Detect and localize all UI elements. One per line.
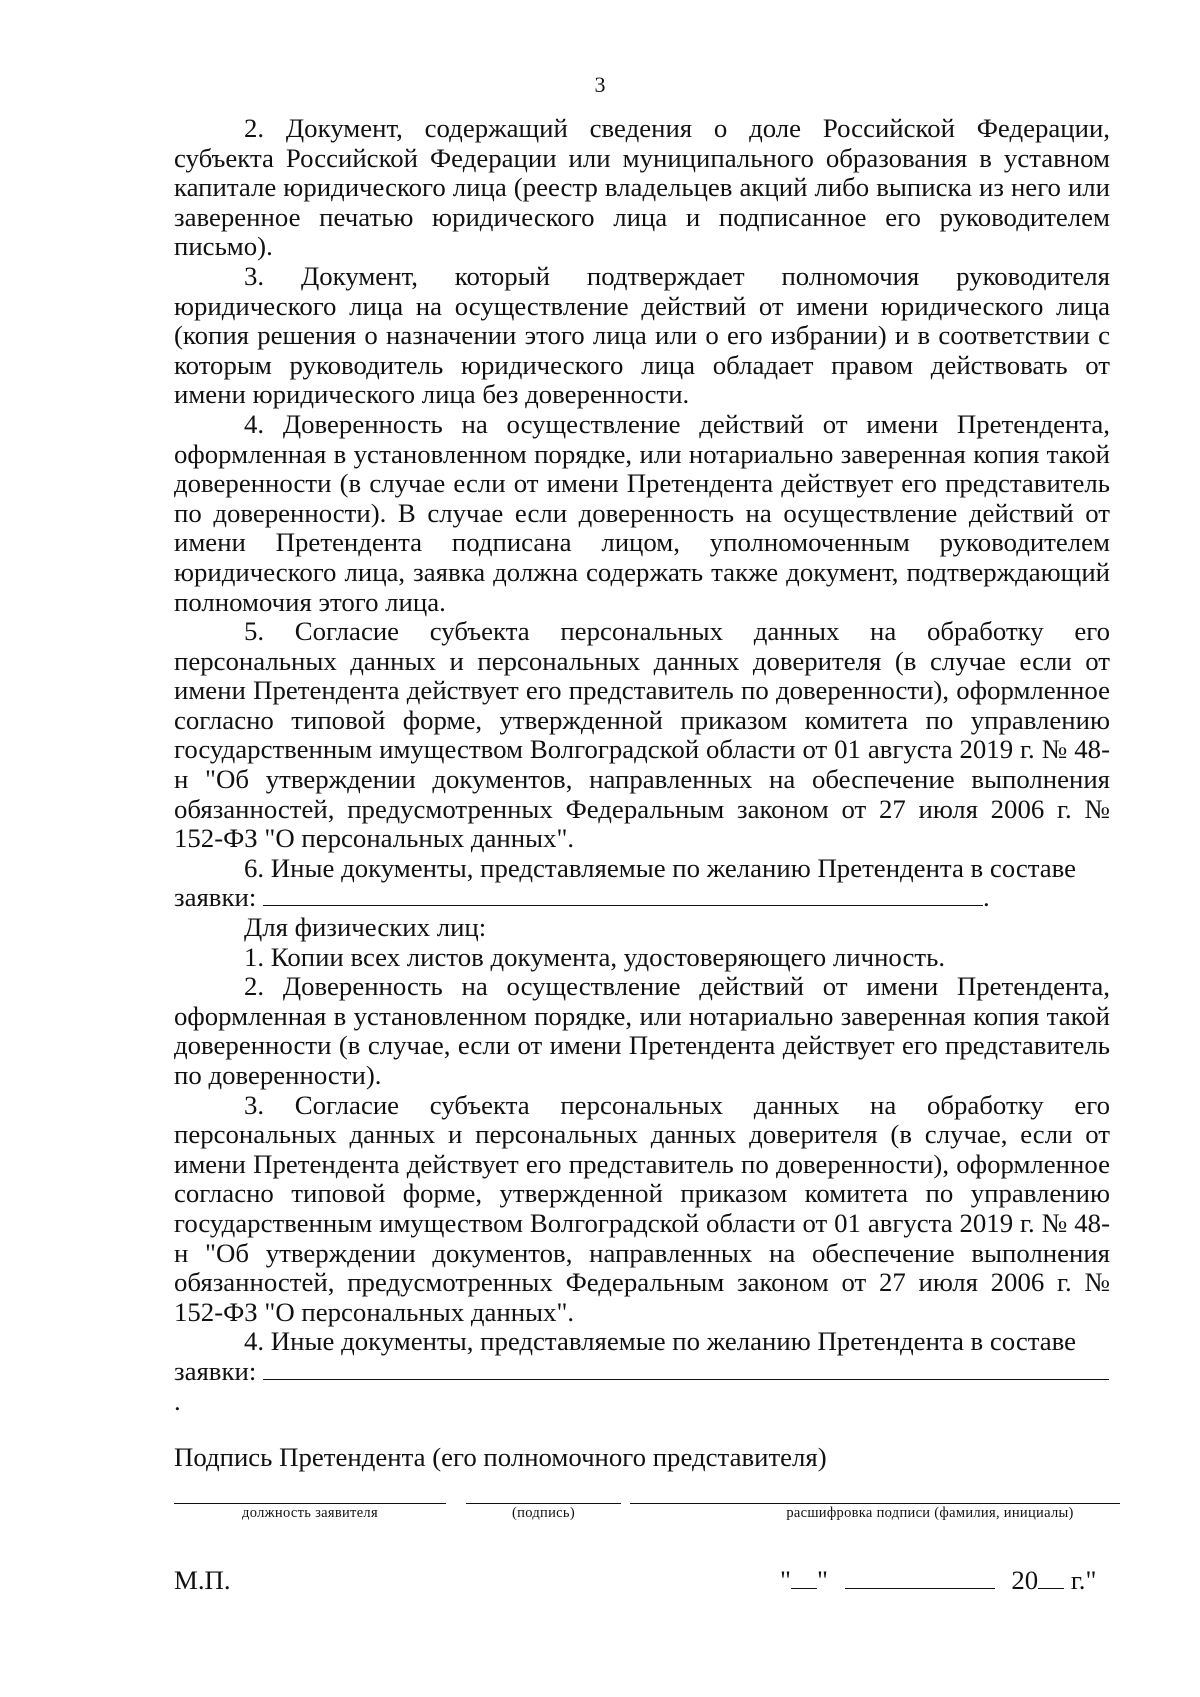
fill-line-end: . [174, 1385, 181, 1416]
decoding-label: расшифровка подписи (фамилия, инициалы) [786, 1505, 1074, 1521]
individual-paragraph-1: 1. Копии всех листов документа, удостоверяющего личность. [244, 941, 946, 972]
decoding-line [630, 1503, 1120, 1504]
signature-caption: Подпись Претендента (его полномочного представителя) [174, 1442, 827, 1472]
fill-in-line [263, 1357, 1109, 1380]
date-line [780, 1565, 1120, 1596]
signature-line [466, 1503, 621, 1504]
paragraph-5-consent: 5. Согласие субъекта персональных данных на обработку его персональных данных и персональных данных доверителя (в случае если от имени Претендента действует его представитель по доверенности), оформленное согласно типовой форме, утвержденной приказом комитета по управлению государственным имуществом Волгоградской области от 01 августа 2019 г. № 48-н "Об утверждении документов, направленных на обеспечение выполнения обязанностей, предусмотренных Федеральным законом от 27 июля 2006 г. № 152-ФЗ "О персональных данных". [174, 616, 1110, 854]
month-blank [845, 1566, 995, 1589]
paragraph-2-share-document: 2. Документ, содержащий сведения о доле Российской Федерации, субъекта Российской Федерации или муниципального образования в уставном капитале юридического лица (реестр владельцев акций либо выписка из него или заверенное печатью юридического лица и подписанное его руководителем письмо). [174, 113, 1110, 262]
individuals-heading: Для физических лиц: [244, 912, 487, 943]
paragraph-3-authority-document: 3. Документ, который подтверждает полномочия руководителя юридического лица на осуществление действий от имени юридического лица (копия решения о назначении этого лица или о его избрании) и в соответствии с которым руководитель юридического лица обладает правом действовать от имени юридического лица без доверенности. [174, 260, 1110, 410]
day-blank [791, 1566, 817, 1589]
stamp-label: М.П. [174, 1565, 231, 1595]
document-body [174, 114, 1110, 1416]
paragraph-6-other-documents [174, 854, 1110, 913]
paragraph-4-power-of-attorney: 4. Доверенность на осуществление действий от имени Претендента, оформленная в установленном порядке, или нотариально заверенная копия такой доверенности (в случае если от имени Претендента действует его представитель по доверенности). В случае если доверенность на осуществление действий от имени Претендента подписана лицом, уполномоченным руководителем юридического лица, заявка должна содержать также документ, подтверждающий полномочия этого лица. [174, 408, 1110, 617]
year-suffix: г." [1070, 1565, 1097, 1595]
fill-in-line [263, 883, 983, 906]
individual-paragraph-4-text: 4. Иные документы, представляемые по желанию Претендента в составе заявки: [174, 1326, 1077, 1386]
position-label: должность заявителя [242, 1505, 378, 1521]
year-prefix: 20 [1011, 1565, 1039, 1595]
individual-paragraph-4 [174, 1327, 1110, 1416]
individual-paragraph-2: 2. Доверенность на осуществление действий от имени Претендента, оформленная в установленном порядке, или нотариально заверенная копия такой доверенности (в случае, если от имени Претендента действует его представитель по доверенности). [174, 971, 1110, 1090]
position-line [174, 1503, 446, 1504]
individual-paragraph-3: 3. Согласие субъекта персональных данных на обработку его персональных данных и персональных данных доверителя (в случае, если от имени Претендента действует его представитель по доверенности), оформленное согласно типовой форме, утвержденной приказом комитета по управлению государственным имуществом Волгоградской области от 01 августа 2019 г. № 48-н "Об утверждении документов, направленных на обеспечение выполнения обязанностей, предусмотренных Федеральным законом от 27 июля 2006 г. № 152-ФЗ "О персональных данных". [174, 1089, 1110, 1327]
page-number: 3 [594, 72, 606, 97]
date-close-quote: " [816, 1565, 828, 1595]
year-blank [1038, 1566, 1064, 1589]
date-open-quote: " [780, 1565, 791, 1595]
fill-line-end: . [982, 882, 990, 913]
paragraph-6-text: 6. Иные документы, представляемые по желанию Претендента в составе заявки: [174, 852, 1077, 913]
signature-label: (подпись) [512, 1505, 575, 1521]
